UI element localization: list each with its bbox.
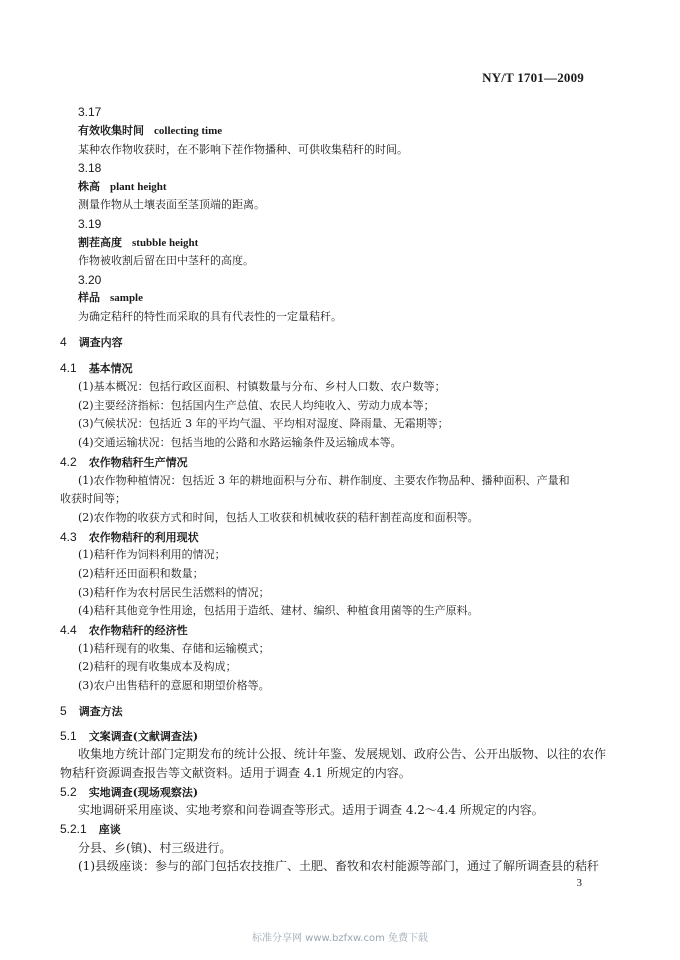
- term-definition: 为确定秸秆的特性而采取的具有代表性的一定量秸秆。: [78, 310, 342, 323]
- term-zh: 株高: [78, 180, 100, 193]
- term-number: 3.17: [78, 105, 102, 119]
- term-en: collecting time: [154, 125, 223, 137]
- list-item: (3)秸秆作为农村居民生活燃料的情况；: [78, 586, 270, 599]
- paragraph-line: 物秸秆资源调查报告等文献资料。适用于调查 4.1 所规定的内容。: [60, 766, 411, 780]
- term-zh: 割茬高度: [78, 236, 122, 249]
- subsection-heading: 4.1 基本情况: [60, 361, 133, 375]
- list-item-continuation: 收获时间等；: [60, 492, 126, 505]
- subsection-heading: 4.2 农作物秸秆生产情况: [60, 455, 188, 469]
- term-en: plant height: [110, 181, 167, 193]
- watermark-footer: 标准分享网 www.bzfxw.com 免费下载: [252, 933, 428, 944]
- term-definition: 某种农作物收获时，在不影响下茬作物播种、可供收集秸秆的时间。: [78, 143, 408, 156]
- section-heading: 5 调查方法: [60, 704, 123, 718]
- term-en: stubble height: [132, 237, 199, 249]
- term-en: sample: [110, 292, 143, 304]
- list-item: (4)交通运输状况：包括当地的公路和水路运输条件及运输成本等。: [78, 436, 402, 449]
- subsubsection-heading: 5.2.1 座谈: [60, 822, 121, 836]
- list-item: (1)秸秆作为饲料利用的情况；: [78, 548, 226, 561]
- subsection-heading: 4.3 农作物秸秆的利用现状: [60, 530, 199, 544]
- standard-code-header: NY/T 1701—2009: [482, 70, 584, 85]
- term-number: 3.20: [78, 273, 102, 287]
- term-heading: [78, 180, 167, 194]
- section-heading: 4 调查内容: [60, 335, 123, 349]
- term-number: 3.19: [78, 217, 102, 231]
- term-heading: [78, 236, 198, 250]
- term-zh: 样品: [78, 291, 100, 304]
- term-heading: [78, 124, 222, 138]
- term-number: 3.18: [78, 161, 102, 175]
- paragraph-line: (1)县级座谈：参与的部门包括农技推广、土肥、畜牧和农村能源等部门，通过了解所调查县的秸秆: [78, 859, 600, 873]
- paragraph-line: 分县、乡(镇)、村三级进行。: [78, 841, 232, 855]
- term-definition: 测量作物从土壤表面至茎顶端的距离。: [78, 198, 265, 211]
- page-number: 3: [576, 877, 582, 889]
- subsection-heading: 4.4 农作物秸秆的经济性: [60, 623, 188, 637]
- list-item: (2)秸秆还田面积和数量；: [78, 567, 204, 580]
- list-item: (3)气候状况：包括近 3 年的平均气温、平均相对湿度、降雨量、无霜期等；: [78, 417, 449, 430]
- list-item: (2)秸秆的现有收集成本及构成；: [78, 660, 237, 673]
- subsection-heading: 5.2 实地调查(现场观察法): [60, 785, 199, 799]
- list-item: (1)农作物种植情况：包括近 3 年的耕地面积与分布、耕作制度、主要农作物品种、播种面积、产量和: [78, 474, 570, 487]
- list-item: (3)农户出售秸秆的意愿和期望价格等。: [78, 679, 270, 692]
- list-item: (1)秸秆现有的收集、存储和运输模式；: [78, 642, 270, 655]
- list-item: (2)主要经济指标：包括国内生产总值、农民人均纯收入、劳动力成本等；: [78, 399, 435, 412]
- list-item: (1)基本概况：包括行政区面积、村镇数量与分布、乡村人口数、农户数等；: [78, 380, 446, 393]
- list-item: (2)农作物的收获方式和时间，包括人工收获和机械收获的秸秆割茬高度和面积等。: [78, 511, 479, 524]
- subsection-heading: 5.1 文案调查(文献调查法): [60, 729, 199, 743]
- term-zh: 有效收集时间: [78, 124, 144, 137]
- paragraph-line: 收集地方统计部门定期发布的统计公报、统计年鉴、发展规划、政府公告、公开出版物、以往的农作: [78, 747, 607, 761]
- term-definition: 作物被收割后留在田中茎秆的高度。: [78, 254, 254, 267]
- list-item: (4)秸秆其他竞争性用途，包括用于造纸、建材、编织、种植食用菌等的生产原料。: [78, 604, 479, 617]
- term-heading: [78, 291, 143, 305]
- paragraph-line: 实地调研采用座谈、实地考察和问卷调查等形式。适用于调查 4.2～4.4 所规定的内容。: [78, 803, 544, 817]
